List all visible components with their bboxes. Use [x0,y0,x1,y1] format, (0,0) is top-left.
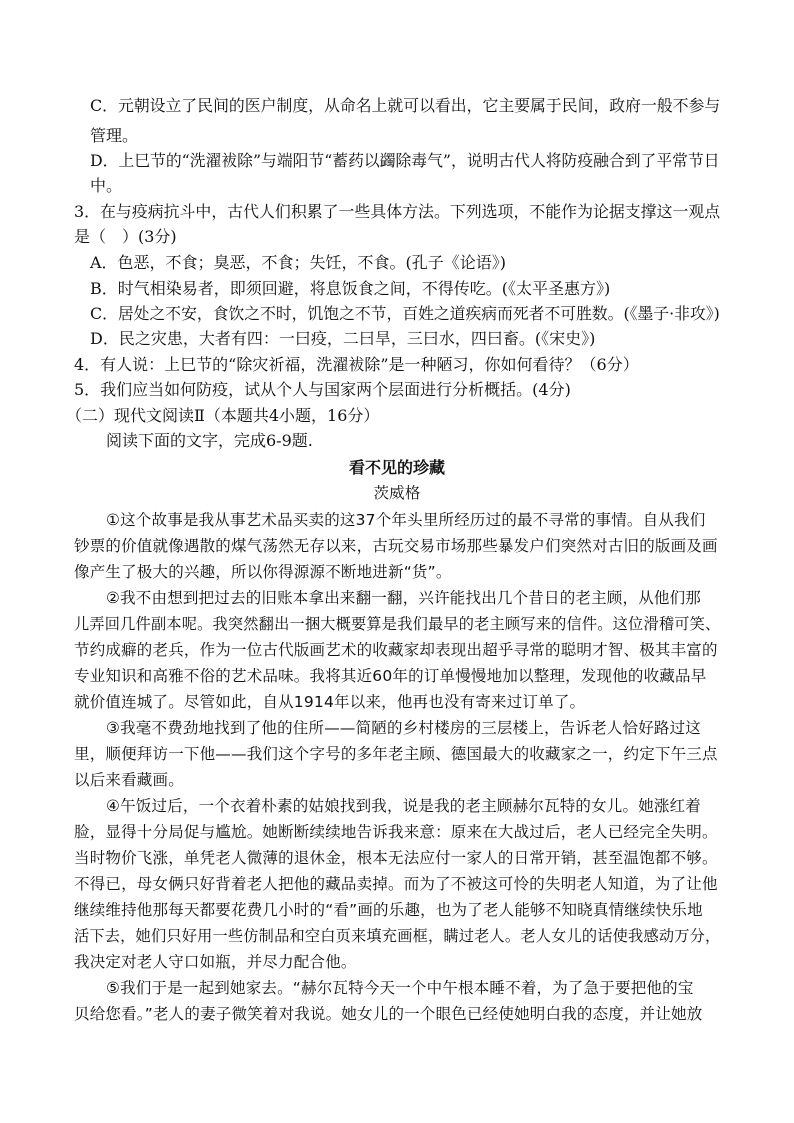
article-title: 看不见的珍藏 [348,458,445,477]
option-d-line-2: 中。 [90,176,123,195]
article-line-10: 里，顺便拜访一下他——我们这个字号的多年老主顾、德国最大的收藏家之一，约定下午三点 [74,745,718,763]
article-author: 茨威格 [373,484,421,502]
article-line-4: ②我不由想到把过去的旧账本拿出来翻一翻，兴许能找出几个昔日的老主顾，从他们那 [106,589,701,607]
question-3-line-1: 3．在与疫病抗斗中，古代人们积累了一些具体方法。下列选项，不能作为论据支撑这一观点 [74,202,721,221]
q3-option-b: B．时气相染易者，即须回避，将息饭食之间，不得传吃。(《太平圣惠方》) [90,279,611,298]
article-line-12: ④午饭过后，一个衣着朴素的姑娘找到我，说是我的老主顾赫尔瓦特的女儿。她涨红着 [106,797,701,815]
article-line-9: ③我毫不费劲地找到了他的住所——简陋的乡村楼房的三层楼上，告诉老人恰好路过这 [106,719,701,737]
option-d-line-1: D．上巳节的“洗濯袚除”与端阳节“蓄药以蠲除毒气”，说明古代人将防疫融合到了平常节日 [90,151,720,170]
q3-option-c: C．居处之不安，食饮之不时，饥饱之不节，百姓之道疾病而死者不可胜数。(《墨子·非攻》) [90,304,720,323]
article-line-15: 不得已，母女俩只好背着老人把他的藏品卖掉。而为了不被这可怜的失明老人知道，为了让他 [74,875,718,893]
article-line-5: 儿弄回几件副本呢。我突然翻出一捆大概要算是我们最早的老主顾写来的信件。这位滑稽可笑、 [74,615,721,633]
article-line-17: 活下去，她们只好用一些仿制品和空白页来填充画框，瞒过老人。老人女儿的话使我感动万分， [74,927,721,945]
article-line-16: 继续维持他那每天都要花费几小时的“看”画的乐趣，也为了老人能够不知晓真情继续快乐地 [74,901,703,919]
article-line-20: 贝给您看。”老人的妻子微笑着对我说。她女儿的一个眼色已经使她明白我的态度，并让她放 [74,1005,703,1023]
article-line-19: ⑤我们于是一起到她家去。“赫尔瓦特今天一个中午根本睡不着，为了急于要把他的宝 [106,979,694,997]
article-line-14: 当时物价飞涨，单凭老人微薄的退休金，根本无法应付一家人的日常开销，甚至温饱都不够。 [74,849,718,867]
article-line-3: 像产生了极大的兴趣，所以你得源源不断地进新“货”。 [74,563,452,581]
article-line-11: 以后来看藏画。 [74,771,184,789]
q3-option-d: D．民之灾患，大者有四：一曰疫，二曰旱，三曰水，四曰畜。(《宋史》) [90,329,596,348]
option-c-line-1: C．元朝设立了民间的医户制度，从命名上就可以看出，它主要属于民间，政府一般不参与 [90,96,721,115]
question-3-line-2: 是（ ）(3分) [74,227,177,246]
article-line-2: 钞票的价值就像遇散的煤气荡然无存以来，古玩交易市场那些暴发户们突然对古旧的版画及画 [74,537,718,555]
section-heading: （二）现代文阅读Ⅱ（本题共4小题，16分） [66,406,380,425]
article-line-8: 就价值连城了。尽管如此，自从1914年以来，他再也没有寄来过订单了。 [74,693,586,711]
article-line-13: 脸，显得十分局促与尴尬。她断断续续地告诉我来意：原来在大战过后，老人已经完全失明。 [74,823,718,841]
article-line-18: 我决定对老人守口如瓶，并尽力配合他。 [74,953,357,971]
q3-option-a: A．色恶，不食；臭恶，不食；失饪，不食。(孔子《论语》) [90,253,507,272]
option-c-line-2: 管理。 [90,126,139,145]
article-line-6: 节约成癖的老兵，作为一位古代版画艺术的收藏家却表现出超乎寻常的聪明才智、极其丰富的 [74,641,718,659]
article-line-7: 专业知识和高雅不俗的艺术品味。我将其近60年的订单慢慢地加以整理，发现他的收藏品早 [74,667,707,685]
question-4: 4．有人说：上巳节的“除灾祈福，洗濯袚除”是一种陋习，你如何看待？（6分） [74,355,639,374]
section-instruction: 阅读下面的文字，完成6-9题. [106,431,313,450]
article-line-1: ①这个故事是我从事艺术品买卖的这37个年头里所经历过的最不寻常的事情。自从我们 [106,511,706,529]
question-5: 5．我们应当如何防疫，试从个人与国家两个层面进行分析概括。(4分) [74,380,571,399]
